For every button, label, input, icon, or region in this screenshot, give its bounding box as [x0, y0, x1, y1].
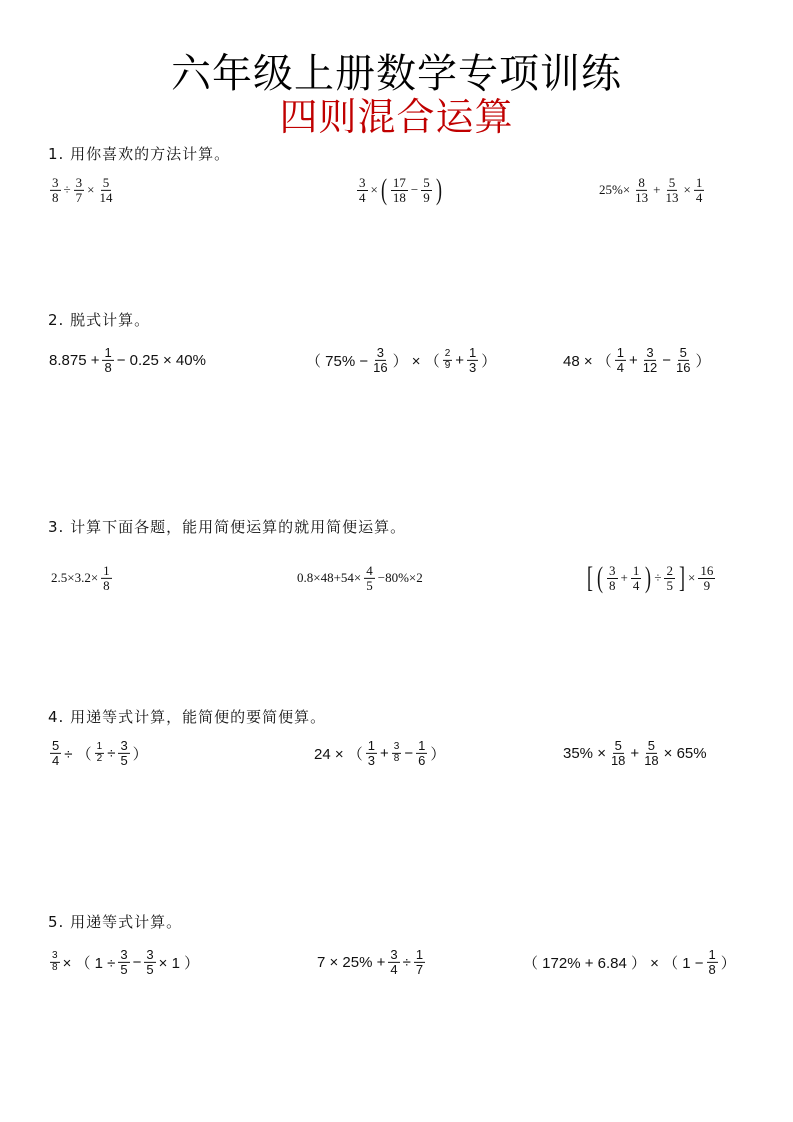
- fraction: [674, 346, 692, 374]
- denominator: 8: [609, 577, 616, 593]
- denominator: 5: [366, 577, 373, 593]
- bracket: ): [645, 561, 652, 594]
- numerator: 3: [52, 174, 59, 190]
- fraction: [633, 176, 650, 204]
- operator-text: 24 × （: [314, 745, 363, 763]
- fraction: [388, 948, 399, 976]
- numerator: 3: [52, 950, 58, 961]
- operator-text: +: [630, 744, 640, 762]
- numerator: 3: [376, 344, 384, 360]
- operator-text: ） × （: [392, 352, 440, 370]
- operator-text: 25%×: [599, 182, 631, 197]
- section-label: 2. 脱式计算。: [48, 311, 151, 329]
- fraction: [416, 739, 427, 767]
- denominator: 3: [367, 752, 376, 768]
- denominator: 8: [52, 961, 58, 973]
- denominator: 8: [104, 359, 112, 375]
- numerator: 2: [444, 348, 451, 359]
- denominator: 9: [423, 189, 430, 205]
- operator-text: 48 × （: [563, 352, 612, 370]
- operator-text: −: [132, 953, 142, 971]
- denominator: 6: [418, 752, 426, 768]
- numerator: 3: [120, 946, 128, 962]
- math-problem: [48, 346, 207, 374]
- math-problem: [562, 346, 712, 374]
- numerator: 3: [75, 174, 83, 190]
- denominator: 16: [373, 359, 388, 375]
- fraction: [631, 564, 642, 592]
- fraction: [95, 742, 105, 764]
- numerator: 5: [647, 737, 656, 753]
- operator-text: +: [620, 570, 628, 585]
- numerator: 3: [390, 946, 398, 962]
- math-problem: [305, 346, 497, 374]
- bracket: ): [435, 173, 442, 206]
- fraction: [144, 948, 155, 976]
- operator-text: ）: [720, 954, 736, 972]
- operator-text: 0.8×48+54×: [297, 570, 362, 585]
- fraction: [118, 948, 129, 976]
- numerator: 1: [632, 562, 640, 578]
- denominator: 5: [120, 961, 128, 977]
- numerator: 1: [96, 741, 103, 752]
- fraction: [392, 742, 402, 764]
- operator-text: 8.875 +: [49, 351, 100, 369]
- numerator: 1: [418, 737, 426, 753]
- denominator: 5: [666, 577, 673, 593]
- denominator: 14: [99, 189, 113, 205]
- section-label: 1. 用你喜欢的方法计算。: [48, 145, 231, 163]
- operator-text: ÷: [402, 953, 411, 971]
- fraction: [97, 176, 114, 204]
- fraction: [615, 346, 626, 374]
- operator-text: −80%×2: [377, 570, 423, 585]
- operator-text: ÷: [63, 182, 71, 197]
- denominator: 8: [52, 189, 59, 205]
- section-label: 5. 用递等式计算。: [48, 913, 183, 931]
- section-label: 4. 用递等式计算，能简便的要简便算。: [48, 708, 327, 726]
- math-problem: [598, 176, 706, 204]
- bracket: [: [587, 561, 593, 594]
- denominator: 9: [703, 577, 711, 593]
- numerator: 3: [393, 741, 400, 752]
- fraction: [607, 564, 618, 592]
- denominator: 18: [644, 752, 659, 768]
- denominator: 4: [390, 961, 398, 977]
- fraction: [74, 176, 85, 204]
- numerator: 1: [469, 344, 477, 360]
- fraction: [364, 564, 375, 592]
- math-problem: [50, 564, 114, 592]
- denominator: 8: [393, 752, 400, 764]
- fraction: [698, 564, 715, 592]
- numerator: 8: [638, 174, 645, 190]
- denominator: 8: [103, 577, 110, 593]
- numerator: 5: [52, 737, 60, 753]
- operator-text: +: [653, 182, 661, 197]
- fraction: [357, 176, 368, 204]
- denominator: 5: [120, 752, 128, 768]
- numerator: 1: [103, 562, 110, 578]
- numerator: 5: [614, 737, 622, 753]
- numerator: 1: [415, 946, 424, 962]
- operator-text: +: [629, 351, 638, 369]
- math-problem: [48, 739, 149, 767]
- fraction: [50, 176, 61, 204]
- numerator: 1: [708, 946, 716, 962]
- denominator: 18: [610, 752, 626, 768]
- fraction: [371, 346, 389, 374]
- numerator: 1: [616, 344, 625, 360]
- denominator: 3: [469, 359, 477, 375]
- fraction: [101, 564, 112, 592]
- numerator: 3: [359, 174, 366, 190]
- operator-text: 35% ×: [563, 744, 606, 762]
- numerator: 1: [367, 737, 376, 753]
- fraction: [118, 739, 129, 767]
- math-problem: [48, 948, 200, 976]
- denominator: 9: [444, 359, 451, 371]
- operator-text: 7 × 25% +: [317, 953, 386, 971]
- bracket: (: [597, 561, 603, 594]
- denominator: 5: [146, 961, 154, 977]
- fraction: [641, 346, 659, 374]
- denominator: 16: [676, 359, 691, 375]
- operator-text: +: [380, 744, 389, 762]
- operator-text: × （ 1 ÷: [62, 954, 116, 972]
- numerator: 1: [104, 344, 112, 360]
- fraction: [609, 739, 627, 767]
- denominator: 7: [75, 189, 83, 205]
- worksheet-subtitle: 四则混合运算: [279, 95, 514, 139]
- numerator: 4: [366, 562, 373, 578]
- operator-text: ×: [687, 570, 696, 585]
- operator-text: ）: [132, 745, 148, 763]
- denominator: 7: [415, 961, 424, 977]
- operator-text: ÷: [107, 744, 116, 762]
- worksheet-title: 六年级上册数学专项训练: [171, 51, 622, 97]
- operator-text: ×: [87, 182, 95, 197]
- numerator: 2: [666, 562, 673, 578]
- fraction: [50, 739, 61, 767]
- denominator: 4: [616, 359, 625, 375]
- fraction: [366, 739, 377, 767]
- math-problem: [296, 564, 424, 592]
- denominator: 13: [665, 189, 679, 205]
- operator-text: ×: [370, 182, 378, 197]
- numerator: 5: [423, 174, 430, 190]
- operator-text: ÷: [654, 570, 662, 585]
- fraction: [664, 564, 675, 592]
- denominator: 4: [52, 752, 60, 768]
- operator-text: 2.5×3.2×: [51, 570, 99, 585]
- operator-text: ÷ （: [64, 745, 92, 763]
- bracket: ]: [678, 561, 685, 594]
- operator-text: （ 75% −: [306, 352, 369, 370]
- denominator: 18: [392, 189, 406, 205]
- operator-text: （ 172% + 6.84 ） × （ 1 −: [523, 954, 704, 972]
- operator-text: −: [662, 351, 672, 369]
- numerator: 3: [609, 562, 616, 578]
- operator-text: × 1 ）: [158, 954, 200, 972]
- denominator: 4: [359, 189, 366, 205]
- numerator: 3: [646, 344, 654, 360]
- numerator: 5: [668, 174, 676, 190]
- numerator: 16: [700, 562, 714, 578]
- fraction: [391, 176, 408, 204]
- numerator: 3: [120, 737, 128, 753]
- math-problem: [562, 739, 708, 767]
- operator-text: +: [455, 351, 465, 369]
- fraction: [694, 176, 705, 204]
- fraction: [707, 948, 718, 976]
- operator-text: ）: [481, 352, 497, 370]
- fraction: [642, 739, 660, 767]
- fraction: [467, 346, 478, 374]
- operator-text: ×: [683, 182, 691, 197]
- denominator: 4: [695, 189, 703, 205]
- bracket: (: [380, 173, 387, 206]
- numerator: 5: [102, 174, 110, 190]
- math-problem: [355, 175, 444, 205]
- fraction: [443, 349, 453, 371]
- numerator: 1: [695, 174, 703, 190]
- math-problem: [316, 948, 427, 976]
- denominator: 4: [632, 577, 640, 593]
- math-problem: [522, 948, 737, 976]
- operator-text: ）: [695, 352, 711, 370]
- fraction: [50, 951, 60, 973]
- operator-text: −: [410, 182, 419, 197]
- fraction: [664, 176, 681, 204]
- numerator: 5: [679, 344, 687, 360]
- fraction: [421, 176, 432, 204]
- operator-text: × 65%: [663, 744, 707, 762]
- denominator: 12: [642, 359, 658, 375]
- denominator: 13: [635, 189, 649, 205]
- fraction: [414, 948, 425, 976]
- operator-text: −: [404, 744, 414, 762]
- math-problem: [48, 176, 116, 204]
- section-label: 3. 计算下面各题，能用简便运算的就用简便运算。: [48, 518, 407, 536]
- denominator: 2: [96, 752, 103, 764]
- operator-text: ）: [430, 745, 446, 763]
- numerator: 17: [392, 174, 406, 190]
- math-problem: [313, 739, 446, 767]
- denominator: 8: [708, 961, 716, 977]
- numerator: 3: [146, 946, 154, 962]
- fraction: [102, 346, 113, 374]
- math-problem: [585, 563, 717, 593]
- operator-text: − 0.25 × 40%: [116, 351, 206, 369]
